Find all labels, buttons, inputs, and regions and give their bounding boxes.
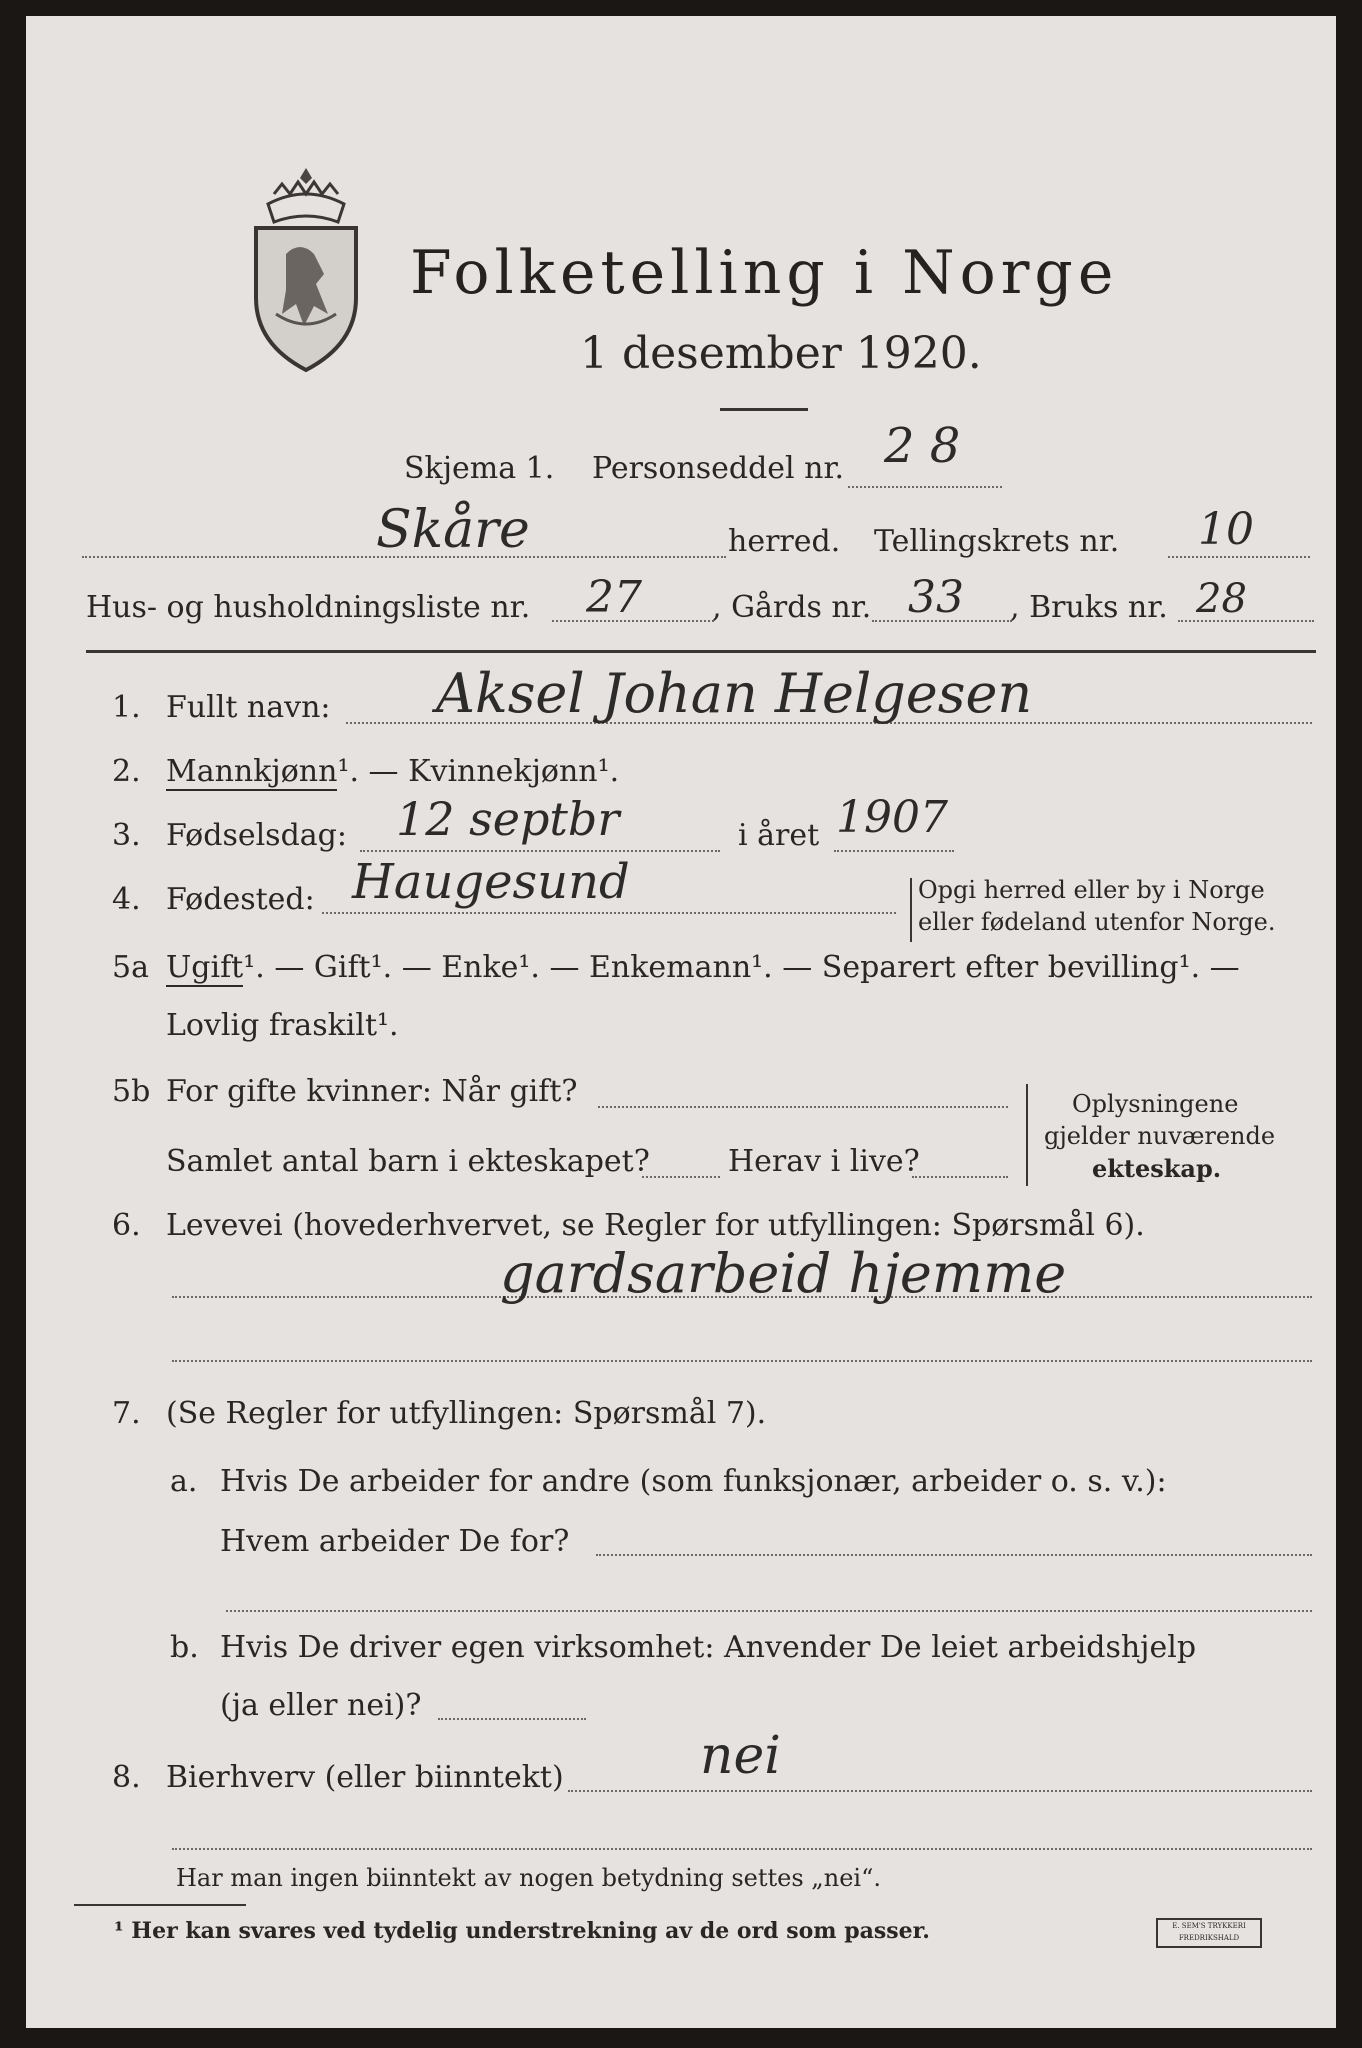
q1-value[interactable]: Aksel Johan Helgesen (436, 662, 1033, 725)
q8-number: 8. (112, 1760, 141, 1795)
q7b-number: b. (170, 1630, 199, 1665)
tellingskrets-line (1168, 556, 1310, 558)
q8-value[interactable]: nei (700, 1726, 781, 1786)
header-divider (86, 650, 1316, 653)
footer-note: Har man ingen biinntekt av nogen betydning settes „nei“. (176, 1864, 881, 1892)
gards-label: , Gårds nr. (712, 590, 872, 625)
q5b-alive-line[interactable] (912, 1176, 1008, 1178)
q5a-other-options[interactable]: ¹. — Gift¹. — Enke¹. — Enkemann¹. — Separert efter bevilling¹. — (243, 950, 1240, 985)
personseddel-value[interactable]: 2 8 (884, 418, 961, 474)
q2-number: 2. (112, 754, 141, 789)
q6-value[interactable]: gardsarbeid hjemme (500, 1242, 1067, 1305)
q7b-label: Hvis De driver egen virksomhet: Anvender De leiet arbeidshjelp (220, 1630, 1197, 1665)
q6-line-2 (172, 1360, 1312, 1362)
tellingskrets-label: Tellingskrets nr. (874, 524, 1120, 559)
q4-label: Fødested: (166, 882, 315, 917)
printer-stamp: E. SEM'S TRYKKERI FREDRIKSHALD (1156, 1918, 1262, 1948)
herred-label: herred. (728, 524, 841, 559)
q7b-label-2: (ja eller nei)? (220, 1688, 422, 1723)
q1-label: Fullt navn: (166, 690, 331, 725)
q5a-ugift-option[interactable]: Ugift (166, 950, 244, 985)
q7a-number: a. (170, 1464, 198, 1499)
q2-male-option[interactable]: Mannkjønn (166, 754, 338, 789)
skjema-label: Skjema 1. (404, 451, 555, 486)
herred-value[interactable]: Skåre (376, 500, 530, 560)
q3-year-line (834, 850, 954, 852)
tellingskrets-value[interactable]: 10 (1198, 504, 1254, 555)
personseddel-label: Personseddel nr. (592, 451, 845, 486)
q3-value[interactable]: 12 septbr (396, 792, 620, 846)
footnote: ¹ Her kan svares ved tydelig understrekning av de ord som passer. (114, 1918, 930, 1944)
q2-options (166, 754, 619, 789)
q5b-note-line3: ekteskap. (1092, 1154, 1222, 1183)
q8-line (568, 1790, 1312, 1792)
q4-line (322, 912, 896, 914)
q1-number: 1. (112, 690, 141, 725)
q4-note-line2: eller fødeland utenfor Norge. (918, 908, 1276, 936)
q3-year-value[interactable]: 1907 (836, 792, 948, 843)
q4-note-brace (910, 878, 912, 942)
personseddel-line (848, 486, 1002, 488)
coat-of-arms-icon (246, 164, 366, 376)
q4-value[interactable]: Haugesund (352, 854, 630, 910)
form-title: Folketelling i Norge (410, 238, 1119, 308)
q5b-number: 5b (112, 1074, 151, 1109)
q5a-option-line2[interactable]: Lovlig fraskilt¹. (166, 1008, 399, 1043)
footnote-divider (74, 1904, 246, 1906)
q7a-label: Hvis De arbeider for andre (som funksjonær, arbeider o. s. v.): (220, 1464, 1167, 1499)
census-form-page (26, 16, 1336, 2028)
q5b-note-line1: Oplysningene (1072, 1090, 1239, 1118)
hus-value[interactable]: 27 (586, 572, 642, 623)
q7a-line[interactable] (596, 1554, 1312, 1556)
q6-label: Levevei (hovederhvervet, se Regler for utfyllingen: Spørsmål 6). (166, 1208, 1145, 1243)
bruks-value[interactable]: 28 (1196, 576, 1247, 622)
q8-label: Bierhverv (eller biinntekt) (166, 1760, 564, 1795)
q5a-number: 5a (112, 950, 149, 985)
gards-value[interactable]: 33 (908, 572, 964, 623)
q5b-label-children: Samlet antal barn i ekteskapet? (166, 1144, 650, 1179)
q4-note-line1: Opgi herred eller by i Norge (918, 876, 1265, 904)
q7b-line[interactable] (438, 1718, 586, 1720)
q2-separator: ¹. — (337, 754, 409, 789)
q7-number: 7. (112, 1396, 141, 1431)
q5b-label-married: For gifte kvinner: Når gift? (166, 1074, 578, 1109)
q3-label: Fødselsdag: (166, 818, 347, 853)
q7a-line-2[interactable] (226, 1610, 1312, 1612)
q7-label: (Se Regler for utfyllingen: Spørsmål 7). (166, 1396, 767, 1431)
q5b-children-line[interactable] (642, 1176, 720, 1178)
q2-female-option[interactable]: Kvinnekjønn¹. (408, 754, 620, 789)
census-date: 1 desember 1920. (580, 328, 982, 379)
q3-number: 3. (112, 818, 141, 853)
bruks-label: , Bruks nr. (1010, 590, 1168, 625)
q5b-married-line[interactable] (598, 1106, 1008, 1108)
q5b-note-brace (1026, 1084, 1028, 1186)
title-divider (720, 408, 808, 411)
q4-number: 4. (112, 882, 141, 917)
q5b-label-alive: Herav i live? (728, 1144, 920, 1179)
q8-line-2 (172, 1848, 1312, 1850)
q7a-label-2: Hvem arbeider De for? (220, 1524, 570, 1559)
q3-year-label: i året (738, 818, 820, 853)
q6-number: 6. (112, 1208, 141, 1243)
hus-label: Hus- og husholdningsliste nr. (86, 590, 531, 625)
q3-line (360, 850, 720, 852)
q5a-options (166, 950, 1240, 985)
q5b-note-line2: gjelder nuværende (1044, 1122, 1276, 1150)
